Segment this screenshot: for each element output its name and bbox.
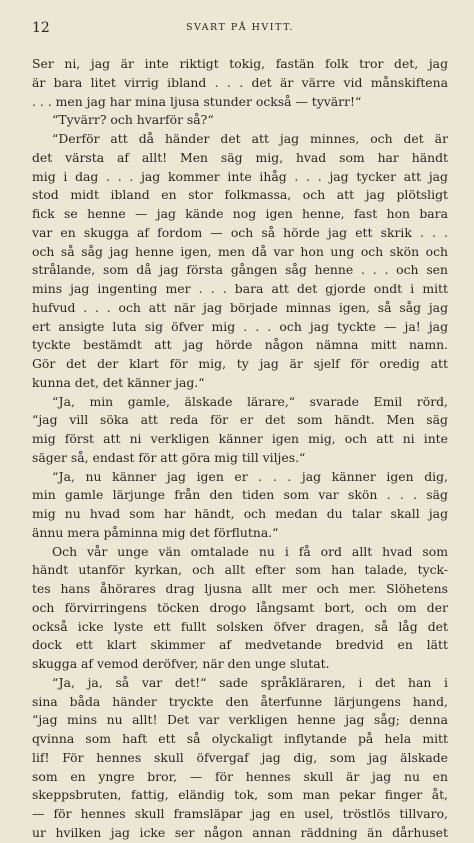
- text-line: skugga af vemod deröfver, när den unge slutat.: [32, 656, 330, 671]
- text-line: kunna det, det känner jag.“: [32, 374, 205, 390]
- text-line: “Ja, ja, så var det!“ sade språkläraren, i det han i: [52, 674, 448, 690]
- text-line: Ser ni, jag är inte riktigt tokig, fastän folk tror det, jag: [32, 56, 448, 71]
- text-line: “Tyvärr? och hvarför så?“: [52, 112, 214, 128]
- text-line: strålande, som då jag första gången såg henne . . . och sen: [32, 262, 448, 278]
- text-line: sina båda händer tryckte den återfunne lärjungens hand,: [32, 693, 448, 709]
- text-line: tyckte bestämdt att jag hörde någon nämna mitt namn.: [32, 337, 448, 353]
- text-line: fick se henne — jag kände nog igen henne, fast hon bara: [32, 206, 448, 221]
- text-line: . . . men jag har mina ljusa stunder också — tyvärr!“: [32, 93, 362, 109]
- text-line: min gamle lärjunge från den tiden som var skön . . . säg: [32, 487, 448, 503]
- text-line: också icke lyste ett fullt solsken öfver dragen, så låg det: [32, 618, 448, 634]
- text-line: tes hans åhörares drag ljusna allt mer och mer. Slöhetens: [32, 581, 448, 596]
- text-line: ert ansigte luta sig öfver mig . . . och jag tyckte — ja! jag: [32, 318, 448, 334]
- text-line: ur hvilken jag icke ser någon annan räddning än dårhuset: [32, 824, 448, 840]
- text-line: Gör det der klart för mig, ty jag är sjelf för oredig att: [32, 356, 448, 371]
- text-line: — för hennes skull framsläpar jag en usel, tröstlös tillvaro,: [32, 806, 448, 821]
- text-line: mig nu hvad som har händt, och medan du talar skall jag: [32, 506, 448, 521]
- text-line: säger så, endast för att göra mig till viljes.“: [32, 449, 306, 465]
- body-text: [32, 55, 448, 843]
- text-line: lif! För hennes skull öfvergaf jag dig, som jag älskade: [32, 749, 448, 765]
- text-line: är bara litet virrig ibland . . . det är värre vid månskiftena: [32, 74, 448, 90]
- text-line: mig först att ni verkligen känner igen mig, och att ni inte: [32, 431, 448, 446]
- text-line: “Ja, nu känner jag igen er . . . jag känner igen dig,: [52, 468, 448, 484]
- text-line: Och vår unge vän omtalade nu i få ord allt hvad som: [52, 543, 448, 559]
- text-line: qvinna som haft ett så olyckaligt inflytande på hela mitt: [32, 731, 448, 746]
- text-line: det värsta af allt! Men säg mig, hvad som har händt: [32, 149, 448, 165]
- text-line: och så såg jag henne igen, men då var hon ung och skön och: [32, 243, 448, 259]
- text-line: mig i dag . . . jag kommer inte ihåg . . . jag tycker att jag: [32, 168, 448, 184]
- text-line: och förvirringens töcken drogo långsamt bort, och om der: [32, 599, 448, 615]
- text-line: skeppsbruten, fattig, eländig tok, som man pekar finger åt,: [32, 787, 448, 803]
- text-line: stod midt ibland en stor folkmassa, och att jag plötsligt: [32, 187, 448, 203]
- text-line: “jag vill söka att reda för er det som händt. Men säg: [32, 412, 448, 428]
- text-line: mins jag ingenting mer . . . bara att det gjorde ondt i mitt: [32, 281, 448, 296]
- text-line: “Ja, min gamle, älskade lärare,“ svarade Emil rörd,: [52, 393, 448, 409]
- text-line: var en skugga af fordom — och så hörde jag ett skrik . . .: [32, 224, 448, 240]
- text-line: ännu mera påminna mig det förflutna.“: [32, 524, 279, 540]
- text-line: som en yngre bror, — för hennes skull är jag nu en: [32, 768, 448, 784]
- page-header: [32, 20, 448, 42]
- text-line: dock ett klart skimmer af medvetande bredvid en lätt: [32, 637, 448, 653]
- page-number: 12: [32, 20, 50, 36]
- text-line: “Derför att då händer det att jag minnes, och det är: [52, 131, 448, 146]
- running-head: SVART PÅ HVITT.: [185, 22, 295, 33]
- text-line: “jag mins nu allt! Det var verkligen henne jag såg; denna: [32, 712, 448, 728]
- text-line: händt utanför kyrkan, och allt efter som han talade, tyck-: [32, 562, 448, 578]
- text-line: hufvud . . . och att när jag började minnas igen, så såg jag: [32, 299, 448, 315]
